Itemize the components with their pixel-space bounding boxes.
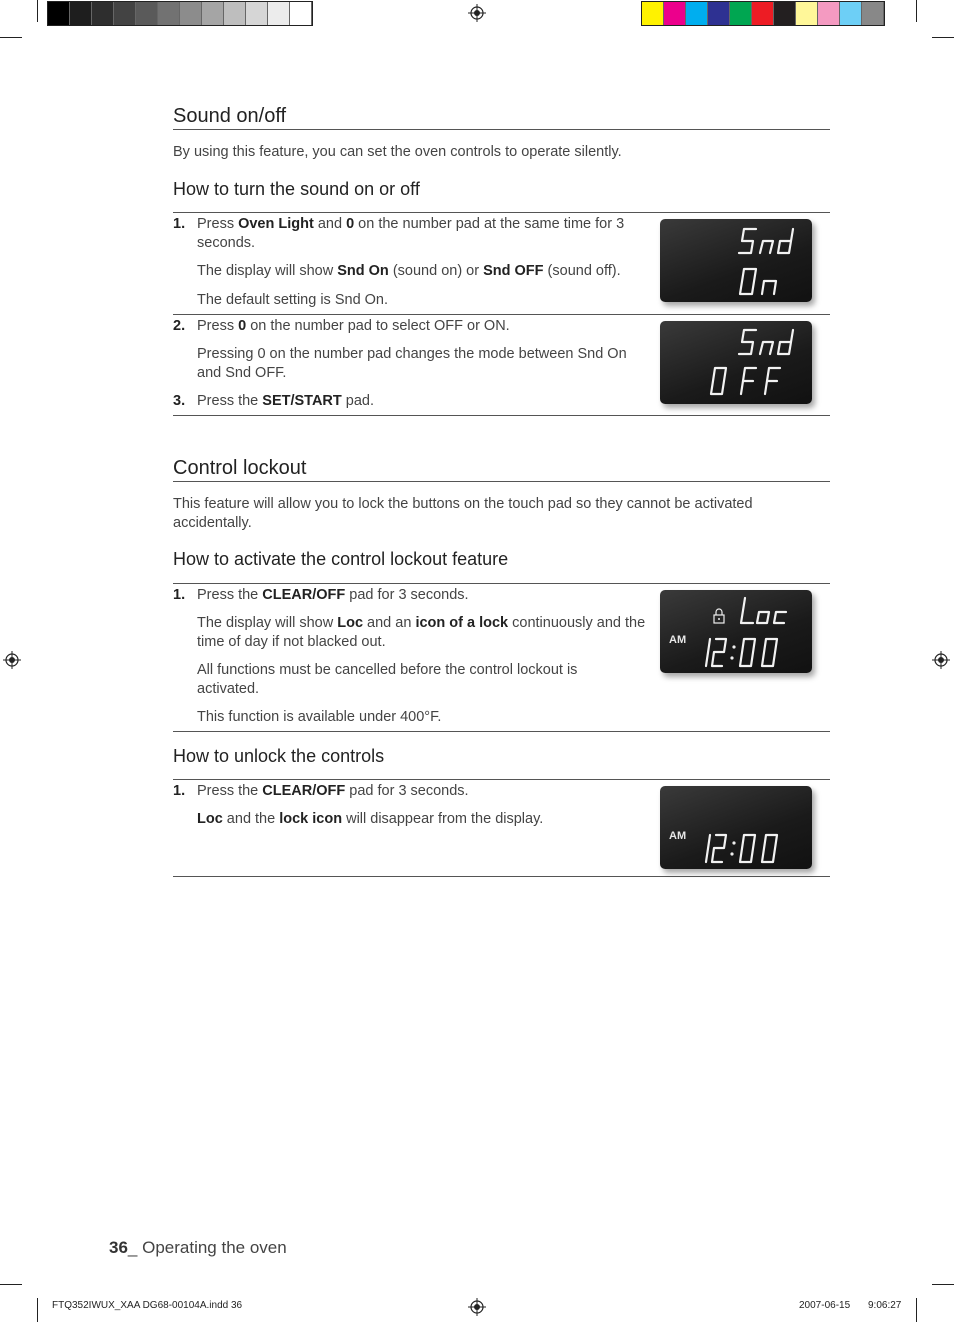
color-swatch — [48, 2, 70, 25]
color-swatch — [752, 2, 774, 25]
color-swatch — [686, 2, 708, 25]
step-text: Press the CLEAR/OFF pad for 3 seconds. — [197, 783, 469, 799]
unlock-note: Loc and the lock icon will disappear from the display. — [197, 811, 544, 827]
display-snd-on — [660, 219, 812, 302]
section-title-lockout: Control lockout — [173, 456, 830, 482]
color-swatch — [664, 2, 686, 25]
lockout-note-display: The display will show Loc and an icon of a lock continuously and the time of day if not blacked out. — [197, 615, 646, 650]
color-swatch — [862, 2, 884, 25]
color-swatch — [246, 2, 268, 25]
lock-icon — [714, 609, 724, 623]
color-swatch — [796, 2, 818, 25]
step-text: Press the SET/START pad. — [197, 393, 375, 409]
color-swatch-bar — [641, 1, 885, 26]
color-swatch — [774, 2, 796, 25]
color-swatch — [290, 2, 312, 25]
step-number: 3. — [173, 393, 186, 409]
display-time-unlocked — [660, 786, 812, 869]
registration-mark-icon — [468, 1298, 486, 1316]
sound-intro: By using this feature, you can set the oven controls to operate silently. — [173, 144, 622, 160]
color-swatch — [268, 2, 290, 25]
step-2-note: Pressing 0 on the number pad changes the mode between Snd On and Snd OFF. — [197, 346, 627, 381]
divider — [173, 779, 830, 780]
slug-file: FTQ352IWUX_XAA DG68-00104A.indd 36 — [52, 1300, 243, 1311]
color-swatch — [730, 2, 752, 25]
subtitle-activate-lockout: How to activate the control lockout feature — [173, 549, 509, 569]
lockout-intro: This feature will allow you to lock the buttons on the touch pad so they cannot be activated accidentally. — [173, 496, 753, 531]
crop-mark — [916, 0, 917, 22]
color-swatch — [818, 2, 840, 25]
color-swatch — [642, 2, 664, 25]
lockout-note-temperature: This function is available under 400°F. — [197, 709, 442, 725]
lcd-segments — [660, 219, 812, 302]
slug-time: 9:06:27 — [868, 1300, 902, 1311]
page-number: 36 — [109, 1238, 128, 1257]
step-number: 2. — [173, 318, 186, 334]
footer-section: _ Operating the oven — [127, 1238, 287, 1257]
color-swatch — [136, 2, 158, 25]
crop-mark — [932, 1284, 954, 1285]
subtitle-sound-toggle: How to turn the sound on or off — [173, 179, 420, 199]
step-number: 1. — [173, 216, 186, 232]
am-indicator: AM — [669, 830, 687, 842]
step-1-note: The display will show Snd On (sound on) or Snd OFF (sound off). — [197, 263, 621, 279]
am-indicator: AM — [669, 634, 687, 646]
registration-mark-icon — [932, 651, 950, 669]
page-footer — [109, 1238, 287, 1258]
lcd-segments — [660, 590, 812, 673]
step-text: Press 0 on the number pad to select OFF or ON. — [197, 318, 510, 334]
crop-mark — [916, 1298, 917, 1322]
divider — [173, 212, 830, 213]
display-snd-off — [660, 321, 812, 404]
lcd-segments — [660, 321, 812, 404]
color-swatch — [114, 2, 136, 25]
registration-mark-icon — [3, 651, 21, 669]
color-swatch — [840, 2, 862, 25]
crop-mark — [0, 1284, 22, 1285]
step-1-default-note: The default setting is Snd On. — [197, 292, 389, 308]
crop-mark — [37, 0, 38, 22]
divider — [173, 314, 830, 315]
crop-mark — [37, 1298, 38, 1322]
lockout-note-functions: All functions must be cancelled before the control lockout is activated. — [197, 662, 578, 697]
divider — [173, 731, 830, 732]
crop-mark — [0, 37, 22, 38]
step-text: Press the CLEAR/OFF pad for 3 seconds. — [197, 587, 469, 603]
registration-mark-icon — [468, 4, 486, 22]
step-number: 1. — [173, 783, 186, 799]
grayscale-swatch-bar — [47, 1, 313, 26]
color-swatch — [180, 2, 202, 25]
divider — [173, 876, 830, 877]
color-swatch — [158, 2, 180, 25]
display-loc — [660, 590, 812, 673]
subtitle-unlock: How to unlock the controls — [173, 746, 385, 766]
divider — [173, 583, 830, 584]
crop-mark — [932, 37, 954, 38]
color-swatch — [224, 2, 246, 25]
step-text: Press Oven Light and 0 on the number pad at the same time for 3 seconds. — [197, 216, 625, 251]
section-title-sound: Sound on/off — [173, 104, 830, 130]
lcd-segments — [660, 786, 812, 869]
slug-date: 2007-06-15 — [799, 1300, 851, 1311]
step-number: 1. — [173, 587, 186, 603]
color-swatch — [708, 2, 730, 25]
color-swatch — [70, 2, 92, 25]
divider — [173, 415, 830, 416]
color-swatch — [92, 2, 114, 25]
color-swatch — [202, 2, 224, 25]
